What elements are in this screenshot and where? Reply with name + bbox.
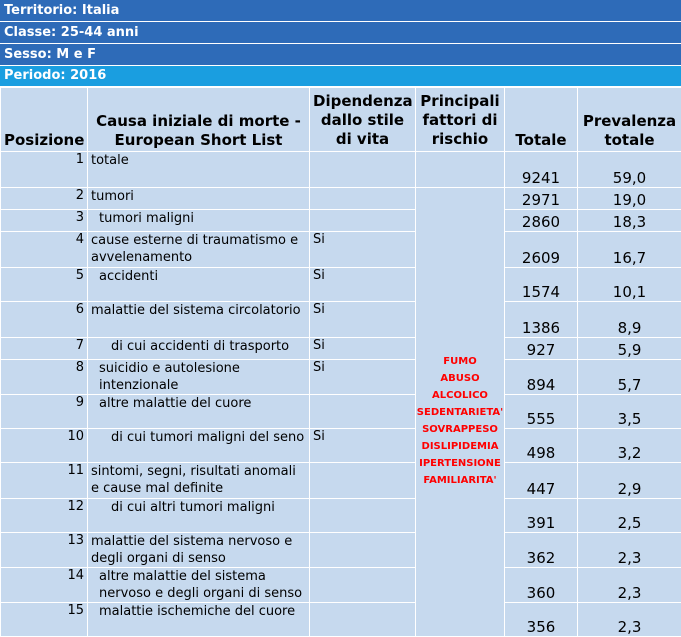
table-row <box>1 268 681 302</box>
cell-totale: 894 <box>505 360 578 395</box>
table-body <box>1 152 681 637</box>
cell-totale: 447 <box>505 463 578 499</box>
cell-causa: sintomi, segni, risultati anomali e cause mal definite <box>88 463 310 499</box>
cell-dipendenza <box>310 395 416 429</box>
table-row <box>1 533 681 568</box>
cell-causa: di cui altri tumori maligni <box>88 499 310 533</box>
risk-factor-item: ALCOLICO <box>416 387 504 404</box>
cell-fattori-rischio <box>416 188 505 637</box>
table-row <box>1 188 681 210</box>
cell-totale: 362 <box>505 533 578 568</box>
cell-dipendenza <box>310 463 416 499</box>
cell-totale: 2609 <box>505 232 578 268</box>
cell-prevalenza: 16,7 <box>578 232 681 268</box>
cell-causa: tumori maligni <box>88 210 310 232</box>
table-row <box>1 568 681 603</box>
table-row <box>1 210 681 232</box>
cell-dipendenza: Si <box>310 302 416 338</box>
cell-totale: 9241 <box>505 152 578 188</box>
cell-posizione: 5 <box>1 268 88 302</box>
cell-posizione: 14 <box>1 568 88 603</box>
cell-posizione: 15 <box>1 603 88 637</box>
cell-dipendenza <box>310 188 416 210</box>
table-row <box>1 152 681 188</box>
cell-totale: 498 <box>505 429 578 463</box>
risk-factor-item: SEDENTARIETA' <box>416 404 504 421</box>
risk-factor-item: DISLIPIDEMIA <box>416 438 504 455</box>
cell-posizione: 12 <box>1 499 88 533</box>
cell-prevalenza: 2,3 <box>578 603 681 637</box>
cell-prevalenza: 2,9 <box>578 463 681 499</box>
cell-prevalenza: 3,5 <box>578 395 681 429</box>
cell-causa: altre malattie del cuore <box>88 395 310 429</box>
cell-posizione: 1 <box>1 152 88 188</box>
risk-factors-list <box>416 335 504 489</box>
cell-totale: 2971 <box>505 188 578 210</box>
table-row <box>1 603 681 637</box>
cell-causa: tumori <box>88 188 310 210</box>
cell-prevalenza: 5,9 <box>578 338 681 360</box>
table-row <box>1 232 681 268</box>
cell-totale: 555 <box>505 395 578 429</box>
col-header-dipendenza: Dipendenza dallo stile di vita <box>310 88 416 152</box>
cell-prevalenza: 3,2 <box>578 429 681 463</box>
cell-totale: 360 <box>505 568 578 603</box>
cell-totale: 1386 <box>505 302 578 338</box>
cell-causa: cause esterne di traumatismo e avvelenamento <box>88 232 310 268</box>
cell-dipendenza <box>310 603 416 637</box>
risk-factor-item: SOVRAPPESO <box>416 421 504 438</box>
table-row <box>1 395 681 429</box>
cell-prevalenza: 59,0 <box>578 152 681 188</box>
risk-factor-item: ABUSO <box>416 370 504 387</box>
cell-posizione: 2 <box>1 188 88 210</box>
cell-posizione: 8 <box>1 360 88 395</box>
cell-totale: 2860 <box>505 210 578 232</box>
table-row <box>1 463 681 499</box>
cell-dipendenza: Si <box>310 268 416 302</box>
col-header-posizione: Posizione <box>1 88 88 152</box>
table-row <box>1 429 681 463</box>
risk-factor-item: FUMO <box>416 353 504 370</box>
cell-dipendenza <box>310 210 416 232</box>
cell-posizione: 11 <box>1 463 88 499</box>
cell-posizione: 10 <box>1 429 88 463</box>
cell-totale: 1574 <box>505 268 578 302</box>
cell-dipendenza <box>310 533 416 568</box>
cell-prevalenza: 2,3 <box>578 568 681 603</box>
cell-causa: malattie del sistema circolatorio <box>88 302 310 338</box>
cell-causa: di cui tumori maligni del seno <box>88 429 310 463</box>
cell-totale: 391 <box>505 499 578 533</box>
cell-causa: accidenti <box>88 268 310 302</box>
header-territorio: Territorio: Italia <box>0 0 681 22</box>
header-sesso: Sesso: M e F <box>0 44 681 66</box>
cell-totale: 927 <box>505 338 578 360</box>
cell-causa: malattie del sistema nervoso e degli organi di senso <box>88 533 310 568</box>
table-row <box>1 338 681 360</box>
cell-causa: totale <box>88 152 310 188</box>
mortality-table <box>0 87 681 637</box>
cell-prevalenza: 2,3 <box>578 533 681 568</box>
cell-fattori-empty <box>416 152 505 188</box>
table-row <box>1 302 681 338</box>
cell-causa: di cui accidenti di trasporto <box>88 338 310 360</box>
cell-dipendenza <box>310 152 416 188</box>
header-classe: Classe: 25-44 anni <box>0 22 681 44</box>
col-header-fattori: Principali fattori di rischio <box>416 88 505 152</box>
col-header-causa: Causa iniziale di morte - European Short List <box>88 88 310 152</box>
cell-dipendenza <box>310 499 416 533</box>
cell-posizione: 4 <box>1 232 88 268</box>
cell-dipendenza: Si <box>310 360 416 395</box>
cell-causa: malattie ischemiche del cuore <box>88 603 310 637</box>
cell-posizione: 7 <box>1 338 88 360</box>
cell-posizione: 3 <box>1 210 88 232</box>
cell-dipendenza: Si <box>310 338 416 360</box>
cell-totale: 356 <box>505 603 578 637</box>
cell-dipendenza <box>310 568 416 603</box>
cell-prevalenza: 18,3 <box>578 210 681 232</box>
risk-factor-item: FAMILIARITA' <box>416 472 504 489</box>
cell-causa: suicidio e autolesione intenzionale <box>88 360 310 395</box>
table-row <box>1 360 681 395</box>
col-header-prevalenza: Prevalenza totale <box>578 88 681 152</box>
cell-prevalenza: 5,7 <box>578 360 681 395</box>
cell-prevalenza: 8,9 <box>578 302 681 338</box>
cell-dipendenza: Si <box>310 429 416 463</box>
table-row <box>1 499 681 533</box>
cell-prevalenza: 2,5 <box>578 499 681 533</box>
cell-posizione: 6 <box>1 302 88 338</box>
col-header-totale: Totale <box>505 88 578 152</box>
cell-posizione: 13 <box>1 533 88 568</box>
header-periodo: Periodo: 2016 <box>0 66 681 87</box>
cell-prevalenza: 19,0 <box>578 188 681 210</box>
risk-factor-item: IPERTENSIONE <box>416 455 504 472</box>
cell-posizione: 9 <box>1 395 88 429</box>
cell-causa: altre malattie del sistema nervoso e degli organi di senso <box>88 568 310 603</box>
cell-prevalenza: 10,1 <box>578 268 681 302</box>
cell-dipendenza: Si <box>310 232 416 268</box>
